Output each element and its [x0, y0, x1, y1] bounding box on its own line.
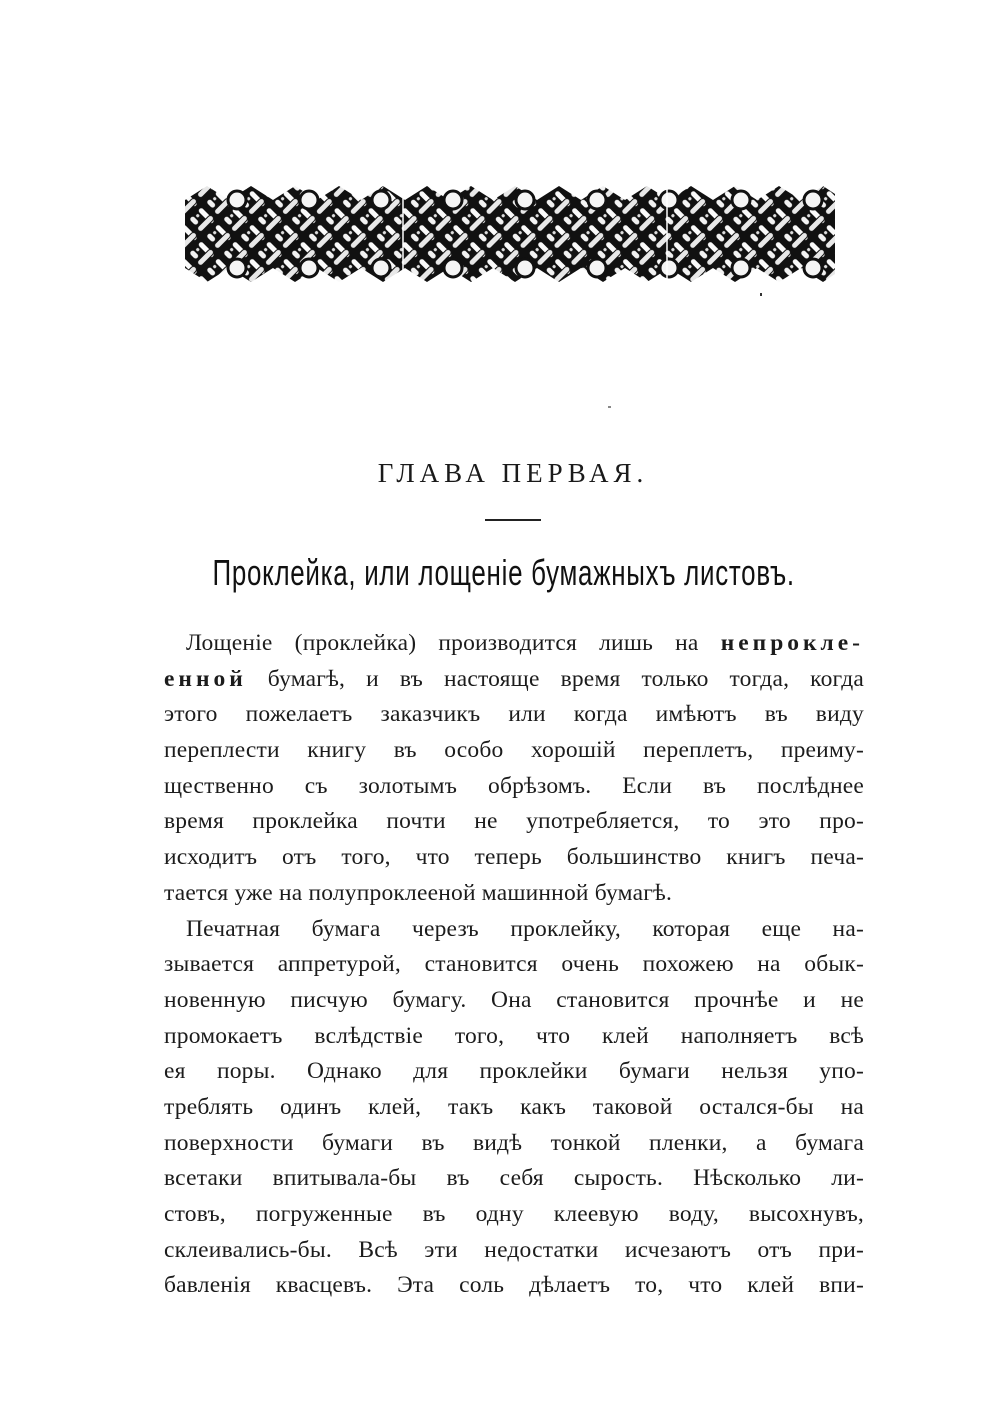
text-line: тается уже на полупроклееной машинной бумагѣ.: [164, 879, 673, 906]
text-line: время проклейка почти не употребляется, то это про-: [164, 808, 864, 835]
text-line: енной бумагѣ, и въ настояще время только тогда, когда: [164, 665, 864, 692]
section-title: Проклейка, или лощеніе бумажныхъ листовъ.: [212, 552, 795, 593]
text-line: промокаетъ вслѣдствіе того, что клей наполняетъ всѣ: [164, 1022, 864, 1049]
text-line: треблять одинъ клей, такъ какъ таковой остался-бы на: [164, 1093, 864, 1120]
print-speck: [608, 406, 611, 408]
heading-divider: [485, 519, 541, 521]
text-line: зывается аппретурой, становится очень похожею на обык-: [164, 951, 864, 978]
text-line: Печатная бумага черезъ проклейку, которая еще на-: [186, 915, 864, 942]
text-line: этого пожелаетъ заказчикъ или когда имѣютъ въ виду: [164, 701, 864, 728]
celtic-knot-ornament-icon: [185, 186, 835, 282]
chapter-heading: ГЛАВА ПЕРВАЯ.: [377, 458, 649, 488]
text-line: бавленія квасцевъ. Эта соль дѣлаетъ то, что клей впи-: [164, 1272, 864, 1299]
text-line: поверхности бумаги въ видѣ тонкой пленки, а бумага: [164, 1129, 864, 1156]
body-text: [164, 626, 864, 1304]
text-line: Лощеніе (проклейка) производится лишь на непрокле-: [186, 630, 864, 656]
text-line: переплести книгу въ особо хорошій переплетъ, преиму-: [164, 737, 864, 764]
text-line: новенную писчую бумагу. Она становится прочнѣе и не: [164, 986, 864, 1013]
paragraph-2: [164, 912, 864, 1305]
text-line: стовъ, погруженные въ одну клеевую воду, высохнувъ,: [164, 1201, 864, 1227]
paragraph-1: [164, 626, 864, 912]
print-speck: [760, 293, 762, 296]
text-line: ея поры. Однако для проклейки бумаги нельзя упо-: [164, 1058, 864, 1085]
text-line: склеивались-бы. Всѣ эти недостатки исчезаютъ отъ при-: [164, 1236, 864, 1263]
text-line: всетаки впитывала-бы въ себя сырость. Нѣсколько ли-: [164, 1165, 864, 1192]
text-line: щественно съ золотымъ обрѣзомъ. Если въ послѣднее: [164, 772, 864, 799]
text-line: исходитъ отъ того, что теперь большинство книгъ печа-: [164, 844, 864, 871]
